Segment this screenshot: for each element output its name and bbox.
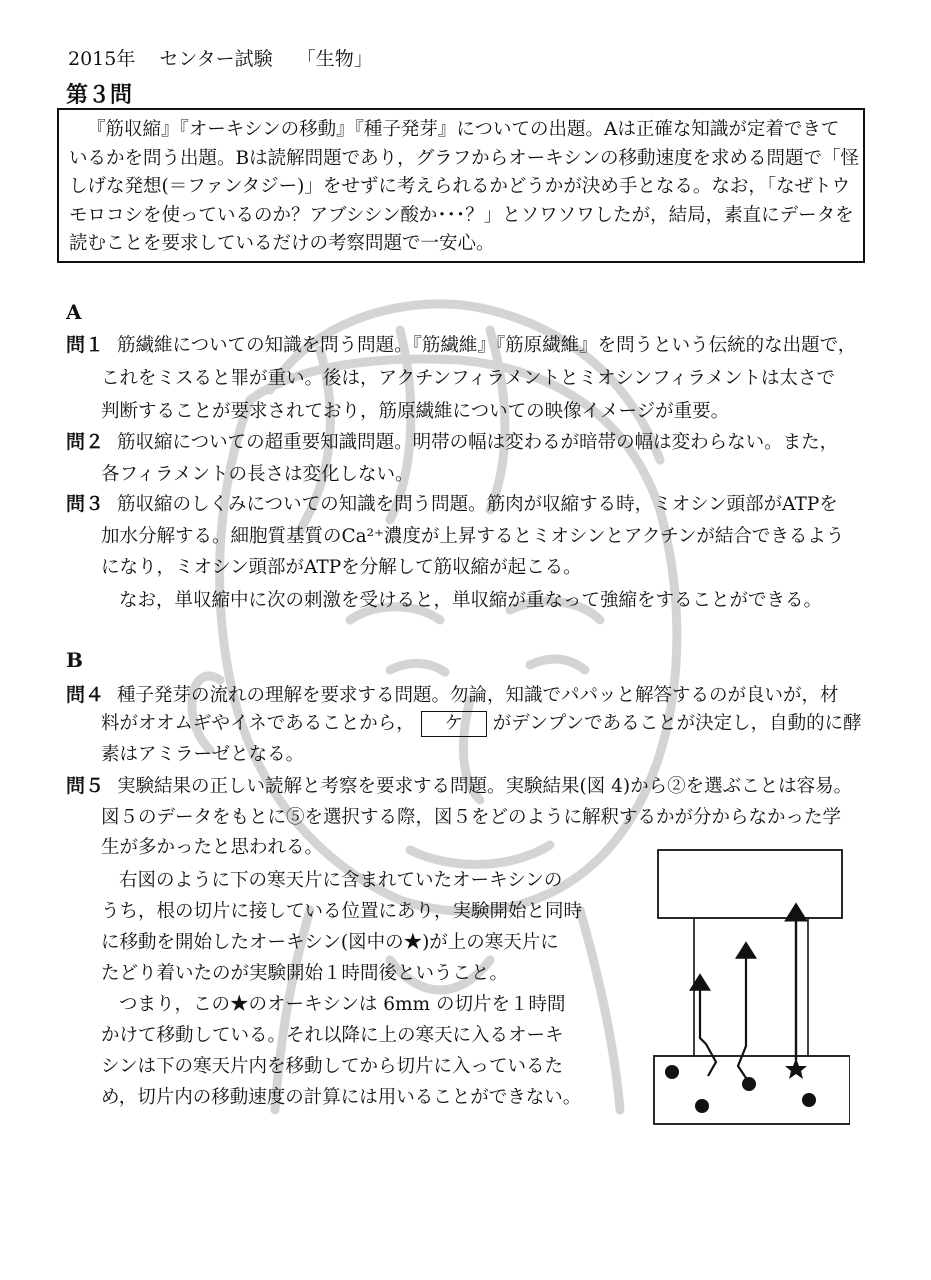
q5-para2-line: うち，根の切片に接している位置にあり，実験開始と同時 [101,901,583,922]
summary-line: しげな発想(＝ファンタジー)」をせずに考えられるかどうかが決め手となる。なお，「なぜトウ [69,176,851,197]
q1-line: 筋繊維についての知識を問う問題。『筋繊維』『筋原繊維』を問うという伝統的な出題で， [117,335,857,356]
q2-line: 各フィラメントの長さは変化しない。 [101,464,414,485]
q4-line2-pre: 料がオオムギやイネであることから， [101,713,415,734]
q3-line: になり，ミオシン頭部がATPを分解して筋収縮が起こる。 [101,557,582,578]
q3-line: なお，単収縮中に次の刺激を受けると，単収縮が重なって強縮をすることができる。 [119,590,823,611]
auxin-dot [742,1077,756,1091]
summary-line: いるかを問う出題。Bは読解問題であり，グラフからオーキシンの移動速度を求める問題で「怪 [69,147,859,169]
q5-label: 問５ [66,775,105,797]
q5-para3-line: かけて移動している。それ以降に上の寒天に入るオーキ [101,1025,564,1046]
q4-label: 問４ [66,684,105,706]
auxin-dot [695,1099,709,1113]
auxin-movement-diagram [650,848,850,1128]
q5-para3-line: シンは下の寒天片内を移動してから切片に入っているた [101,1056,564,1077]
q4-line: 素はアミラーゼとなる。 [101,744,305,765]
q5-para3-line: つまり，この★のオーキシンは 6mm の切片を１時間 [119,994,566,1015]
q5-para2-line: 右図のように下の寒天片に含まれていたオーキシンの [119,870,563,891]
q5-line: 実験結果の正しい読解と考察を要求する問題。実験結果(図 4)から②を選ぶことは容易。 [117,776,853,797]
q3-line: 筋収縮のしくみについての知識を問う問題。筋肉が収縮する時，ミオシン頭部がATPを [117,494,838,515]
summary-line: モロコシを使っているのか？アブシシン酸か･･･？」とソワソワしたが，結局，素直にデータを [69,204,854,226]
q5-para2-line: に移動を開始したオーキシン(図中の★)が上の寒天片に [101,932,559,953]
q5-line: 図５のデータをもとに⑤を選択する際，図５をどのように解釈するかが分からなかった学 [101,807,842,828]
summary-box [57,108,865,263]
q2-line: 筋収縮についての超重要知識問題。明帯の幅は変わるが暗帯の幅は変わらない。また， [117,432,839,453]
summary-line: 『筋収縮』『オーキシンの移動』『種子発芽』についての出題。Aは正確な知識が定着できて [87,119,840,140]
q1-label: 問１ [66,334,105,356]
auxin-dot [802,1093,816,1107]
auxin-dot [665,1065,679,1079]
exam-subject: 「生物」 [296,48,373,70]
summary-line: 読むことを要求しているだけの考察問題で一安心。 [69,233,495,254]
q4-line2-post: がデンプンであることが決定し，自動的に酵 [492,713,862,734]
section-b-heading: B [66,648,83,672]
q3-label: 問３ [66,493,105,515]
q4-line: 種子発芽の流れの理解を要求する問題。勿論，知識でパパッと解答するのが良いが，材 [117,685,839,706]
q3-line: 加水分解する。細胞質基質のCa²⁺濃度が上昇するとミオシンとアクチンが結合できるよう [101,526,845,547]
answer-box: ケ [421,711,487,737]
q5-line: 生が多かったと思われる。 [101,837,324,858]
q1-line: これをミスると罪が重い。後は，アクチンフィラメントとミオシンフィラメントは太さで [101,368,835,389]
question-title: 第３問 [66,83,133,108]
q1-line: 判断することが要求されており，筋原繊維についての映像イメージが重要。 [101,401,730,422]
q5-para2-line: たどり着いたのが実験開始１時間後ということ。 [101,963,509,984]
exam-name: センター試験 [159,48,273,70]
exam-year: 2015年 [68,48,136,70]
page-header [68,44,391,71]
q4-line [101,709,862,737]
section-a-heading: A [66,300,82,324]
q5-para3-line: め，切片内の移動速度の計算には用いることができない。 [101,1087,582,1108]
q2-label: 問２ [66,431,105,453]
upper-agar-block [658,850,842,918]
